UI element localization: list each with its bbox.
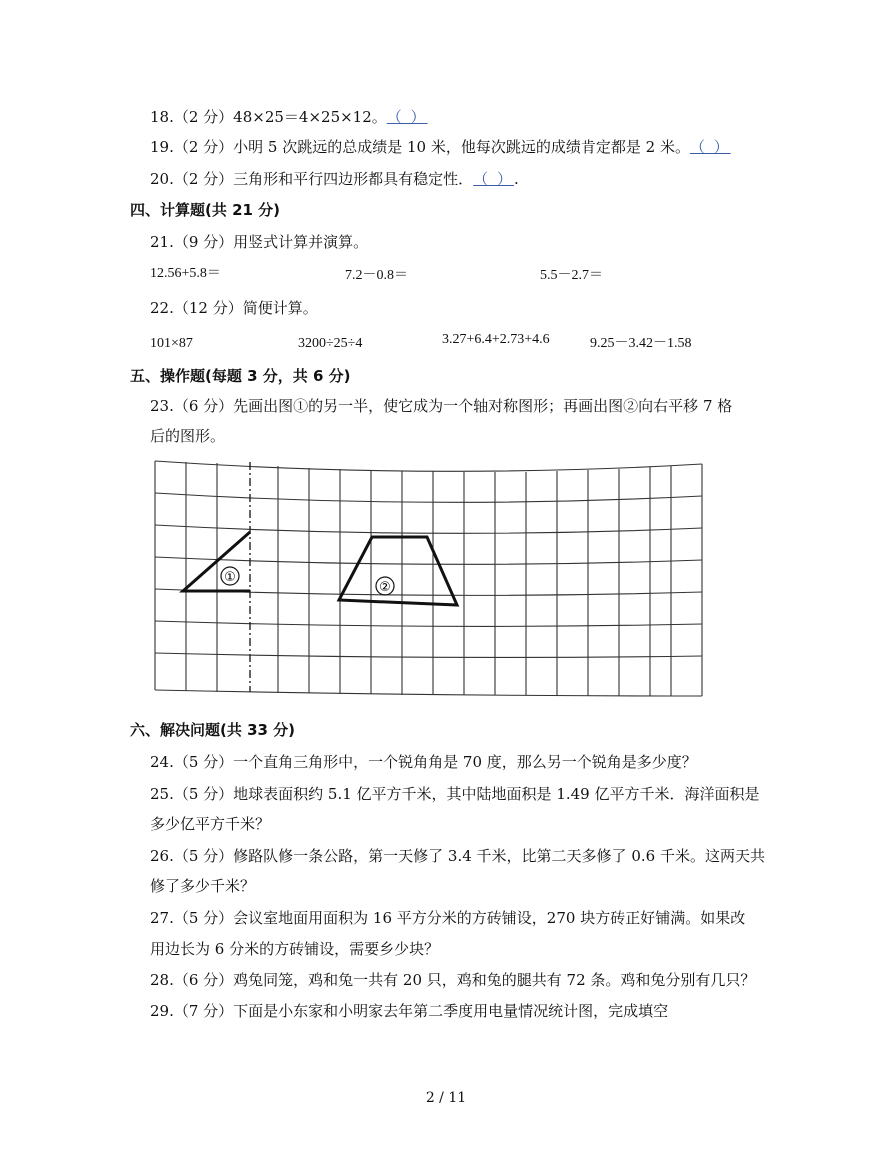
- question-18: [150, 107, 428, 127]
- figure-1-label: ①: [224, 570, 236, 585]
- question-25-line1: 25.（5 分）地球表面积约 5.1 亿平方千米，其中陆地面积是 1.49 亿平方千米．海洋面积是: [150, 785, 760, 803]
- question-20-tail: .: [513, 170, 519, 188]
- question-25-line2: 多少亿平方千米？: [150, 815, 271, 833]
- drawing-grid[interactable]: [150, 458, 705, 708]
- answer-blank-19[interactable]: （ ）: [689, 138, 731, 156]
- grid-lines: [155, 461, 702, 696]
- section-title-calc: 四、计算题(共 21 分): [130, 201, 281, 219]
- question-18-text: 18.（2 分）48×25＝4×25×12。: [150, 108, 387, 126]
- question-20: [150, 169, 519, 189]
- calc-item-22-2: 3200÷25÷4: [298, 336, 363, 351]
- answer-blank-18[interactable]: （ ）: [386, 108, 428, 126]
- calc-item-21-2: 7.2－0.8＝: [345, 268, 408, 283]
- question-27-line2: 用边长为 6 分米的方砖铺设，需要乡少块？: [150, 940, 440, 958]
- section-title-operation: 五、操作题(每题 3 分，共 6 分): [130, 367, 351, 385]
- question-23-line1: 23.（6 分）先画出图①的另一半，使它成为一个轴对称图形；再画出图②向右平移 7 格: [150, 397, 733, 415]
- calc-item-21-3: 5.5－2.7＝: [540, 268, 603, 283]
- page-number: 2 / 11: [425, 1090, 467, 1106]
- question-19-text: 19.（2 分）小明 5 次跳远的总成绩是 10 米，他每次跳远的成绩肯定都是 2 米。: [150, 138, 690, 156]
- question-24: 24.（5 分）一个直角三角形中，一个锐角角是 70 度，那么另一个锐角是多少度？: [150, 753, 697, 771]
- question-19: [150, 137, 731, 157]
- calc-item-21-1: 12.56+5.8＝: [150, 266, 221, 281]
- question-22: 22.（12 分）简便计算。: [150, 299, 318, 317]
- calc-item-22-3: 3.27+6.4+2.73+4.6: [442, 332, 550, 347]
- figure-2-label: ②: [379, 580, 391, 595]
- question-27-line1: 27.（5 分）会议室地面用面积为 16 平方分米的方砖铺设，270 块方砖正好铺满。如果改: [150, 909, 746, 927]
- calc-item-22-1: 101×87: [150, 336, 193, 351]
- calc-item-22-4: 9.25－3.42－1.58: [590, 336, 692, 351]
- section-title-solve: 六、解决问题(共 33 分): [130, 721, 296, 739]
- question-28: 28.（6 分）鸡兔同笼，鸡和兔一共有 20 只，鸡和兔的腿共有 72 条。鸡和兔分别有几只？: [150, 971, 756, 989]
- question-26-line2: 修了多少千米？: [150, 877, 256, 895]
- question-26-line1: 26.（5 分）修路队修一条公路，第一天修了 3.4 千米，比第二天多修了 0.6 千米。这两天共: [150, 847, 765, 865]
- question-29: 29.（7 分）下面是小东家和小明家去年第二季度用电量情况统计图，完成填空: [150, 1002, 669, 1020]
- question-23-line2: 后的图形。: [150, 427, 226, 445]
- answer-blank-20[interactable]: （ ）: [473, 170, 514, 188]
- question-21: 21.（9 分）用竖式计算并演算。: [150, 233, 369, 251]
- question-20-text: 20.（2 分）三角形和平行四边形都具有稳定性．: [150, 170, 474, 188]
